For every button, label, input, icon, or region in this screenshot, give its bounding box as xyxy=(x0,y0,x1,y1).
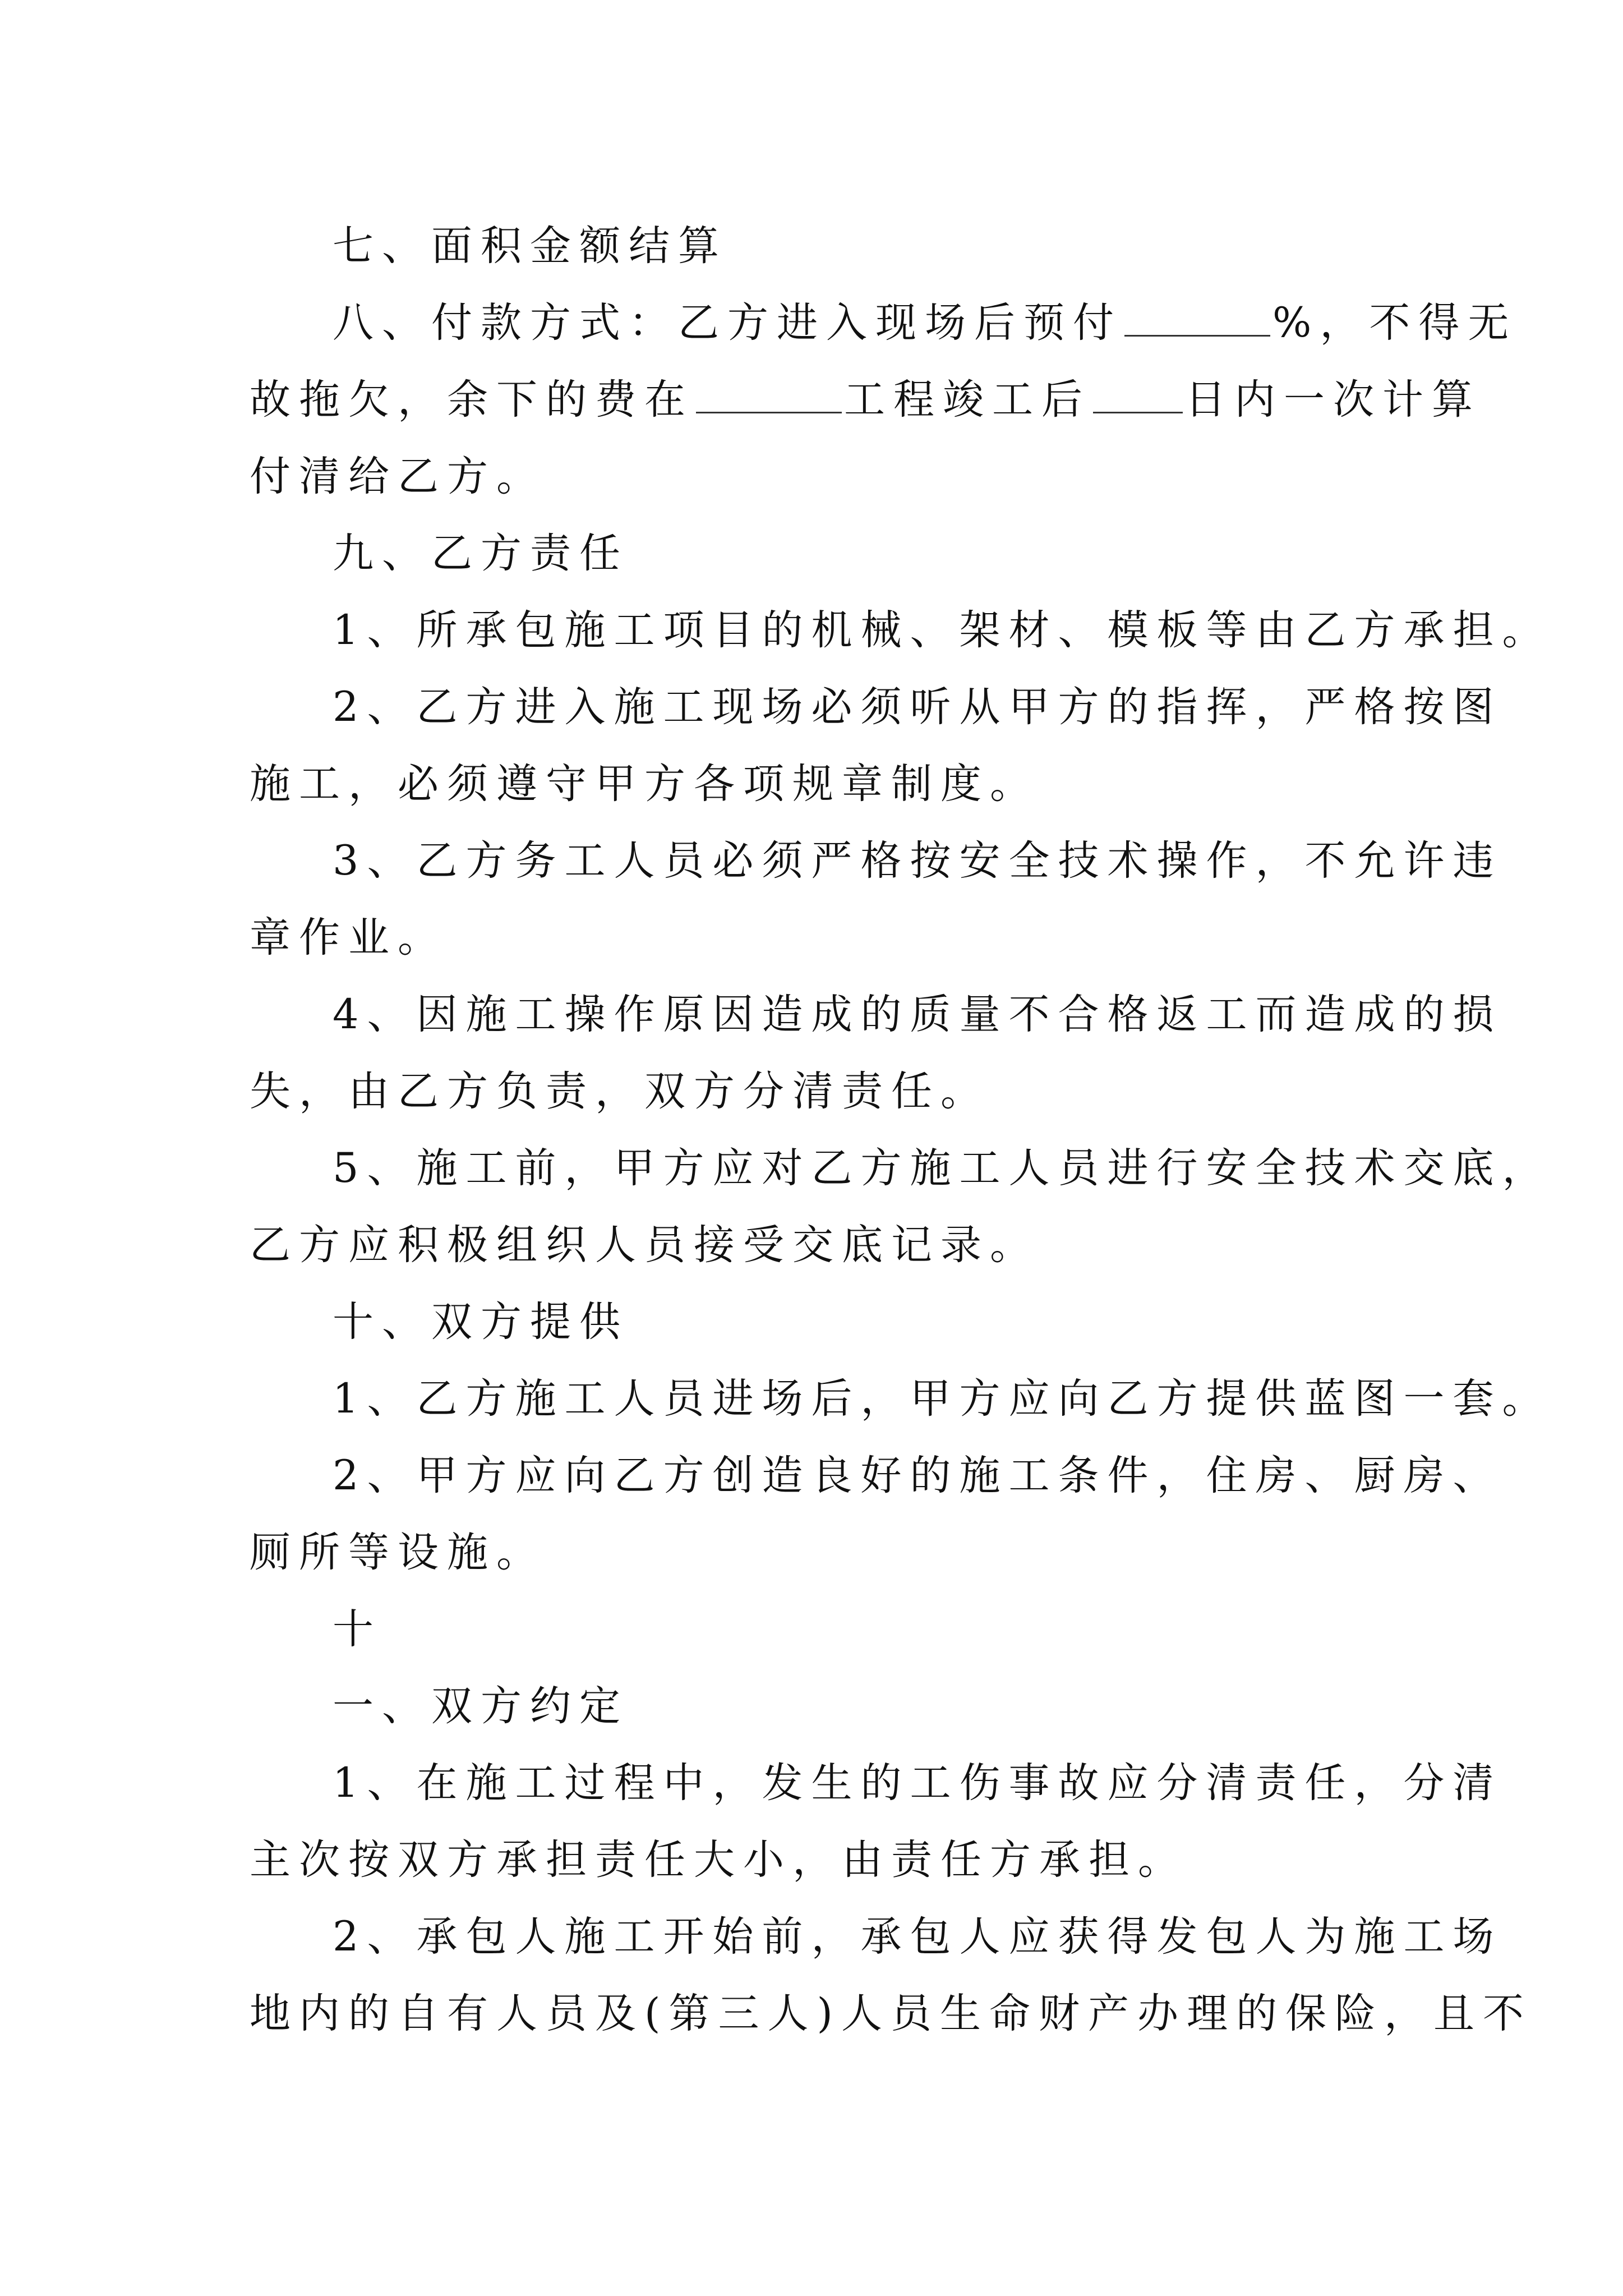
section-9-item-3: 3、乙方务工人员必须严格按安全技术操作，不允许违 xyxy=(333,837,1502,885)
section-8-line-3: 付清给乙方。 xyxy=(250,453,546,500)
section-8-text-c: 故拖欠，余下的费在 xyxy=(250,376,694,424)
section-11-heading-b: 一、双方约定 xyxy=(333,1682,629,1730)
section-8-line-1 xyxy=(250,284,1518,361)
section-11-heading-a: 十 xyxy=(333,1605,382,1653)
section-11-item-2-cont: 地内的自有人员及(第三人)人员生命财产办理的保险，且不 xyxy=(250,1990,1532,2037)
section-11-item-2: 2、承包人施工开始前，承包人应获得发包人为施工场 xyxy=(333,1913,1502,1961)
section-9-item-4: 4、因施工操作原因造成的质量不合格返工而造成的损 xyxy=(333,991,1502,1038)
section-8-line-2 xyxy=(250,361,1481,438)
section-9-item-4-cont: 失，由乙方负责，双方分清责任。 xyxy=(250,1068,990,1115)
section-10-item-2: 2、甲方应向乙方创造良好的施工条件，住房、厨房、 xyxy=(333,1452,1502,1499)
section-9-heading: 九、乙方责任 xyxy=(333,530,629,577)
section-7-heading: 七、面积金额结算 xyxy=(333,222,727,270)
section-9-item-2-cont: 施工，必须遵守甲方各项规章制度。 xyxy=(250,760,1039,808)
section-9-item-1: 1、所承包施工项目的机械、架材、模板等由乙方承担。 xyxy=(333,606,1552,654)
section-8-text-e: 日内一次计算 xyxy=(1185,376,1481,424)
section-11-item-1: 1、在施工过程中，发生的工伤事故应分清责任，分清 xyxy=(333,1759,1502,1807)
section-9-item-5: 5、施工前，甲方应对乙方施工人员进行安全技术交底， xyxy=(333,1144,1552,1192)
days-blank xyxy=(1093,406,1183,413)
section-8-text-a: 八、付款方式：乙方进入现场后预付 xyxy=(333,299,1122,347)
section-10-item-1: 1、乙方施工人员进场后，甲方应向乙方提供蓝图一套。 xyxy=(333,1375,1552,1423)
project-name-blank xyxy=(696,406,842,413)
section-11-item-1-cont: 主次按双方承担责任大小，由责任方承担。 xyxy=(250,1836,1187,1884)
document-body xyxy=(250,208,1552,2052)
prepayment-percent-blank xyxy=(1124,329,1270,337)
section-8-text-d: 工程竣工后 xyxy=(844,376,1091,424)
section-10-item-2-cont: 厕所等设施。 xyxy=(250,1529,546,1576)
section-10-heading: 十、双方提供 xyxy=(333,1298,629,1346)
section-9-item-3-cont: 章作业。 xyxy=(250,914,447,961)
section-8-text-b: %，不得无 xyxy=(1272,299,1518,347)
section-9-item-5-cont: 乙方应积极组织人员接受交底记录。 xyxy=(250,1221,1039,1269)
section-9-item-2: 2、乙方进入施工现场必须听从甲方的指挥，严格按图 xyxy=(333,683,1502,731)
